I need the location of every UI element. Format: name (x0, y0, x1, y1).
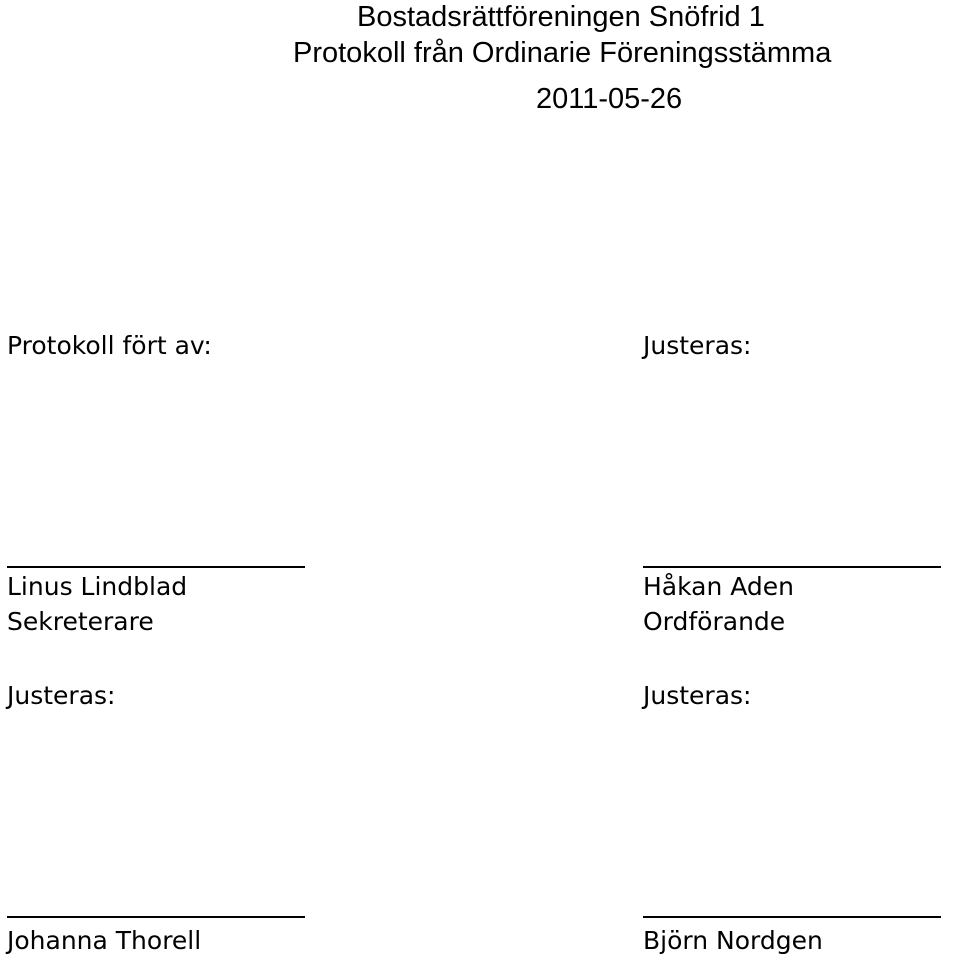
secretary-name: Linus Lindblad (7, 572, 188, 601)
recorded-by-label: Protokoll fört av: (7, 331, 212, 360)
secretary-role: Sekreterare (7, 607, 154, 636)
adjuster-2-name: Björn Nordgen (643, 926, 823, 955)
chair-name: Håkan Aden (643, 572, 795, 601)
adjuster-1-name: Johanna Thorell (7, 926, 202, 955)
signature-line-secretary (7, 566, 305, 568)
approved-label-left: Justeras: (7, 681, 116, 710)
signature-line-adjuster-1 (7, 916, 305, 918)
chair-role: Ordförande (643, 607, 786, 636)
approved-label-top-right: Justeras: (643, 331, 752, 360)
signature-line-chair (643, 566, 941, 568)
approved-label-right: Justeras: (643, 681, 752, 710)
document-title: Protokoll från Ordinarie Föreningsstämma (293, 37, 832, 69)
meeting-date: 2011-05-26 (536, 83, 683, 115)
signature-line-adjuster-2 (643, 916, 941, 918)
organization-name: Bostadsrättföreningen Snöfrid 1 (357, 1, 765, 33)
